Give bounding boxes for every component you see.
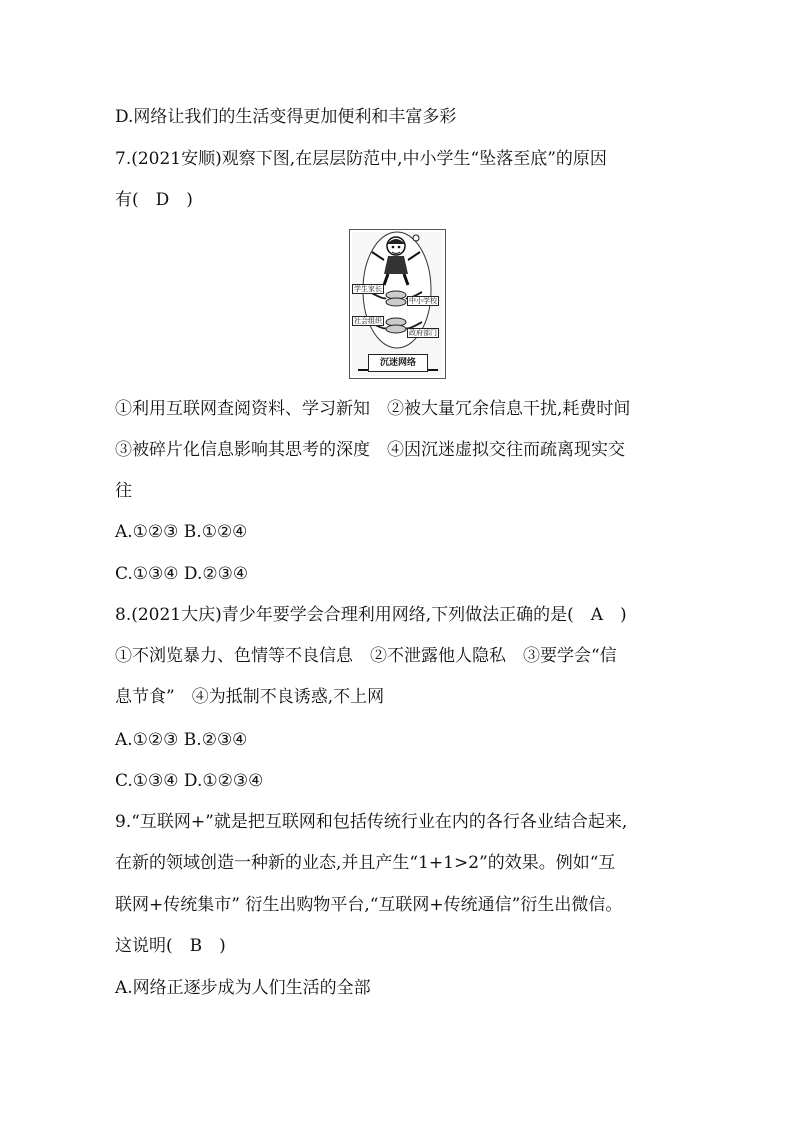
question-9-answer: 这说明( B ) (115, 936, 226, 956)
question-8-options-cd: C.①③④ D.①②③④ (115, 771, 264, 791)
question-9-stem-line-3: 联网+传统集市” 衍生出购物平台,“互联网+传统通信”衍生出微信。 (115, 895, 623, 915)
question-8-stem: 8.(2021大庆)青少年要学会合理利用网络,下列做法正确的是( A ) (115, 605, 627, 625)
question-7-items-line-3: 往 (115, 481, 132, 501)
figure-label-parents: 学生家长 (354, 285, 382, 293)
question-7-options-cd: C.①③④ D.②③④ (115, 564, 249, 584)
figure-label-society: 社会组织 (354, 317, 382, 325)
question-7-options-ab: A.①②③ B.①②④ (115, 522, 248, 542)
question-8-items-line-2: 息节食” ④为抵制不良诱惑,不上网 (115, 687, 385, 707)
question-9-stem-line-1: 9.“互联网+”就是把互联网和包括传统行业在内的各行各业结合起来, (115, 812, 628, 832)
question-9-option-a: A.网络正逐步成为人们生活的全部 (115, 978, 371, 998)
question-7-items-line-2: ③被碎片化信息影响其思考的深度 ④因沉迷虚拟交往而疏离现实交 (115, 440, 625, 460)
option-d-q6: D.网络让我们的生活变得更加便利和丰富多彩 (115, 107, 457, 127)
figure-label-schools: 中小学校 (409, 297, 437, 305)
figure-label-government: 政府部门 (409, 329, 437, 337)
question-7-items-line-1: ①利用互联网查阅资料、学习新知 ②被大量冗余信息干扰,耗费时间 (115, 399, 631, 419)
figure-label-internet-addiction: 沉迷网络 (368, 354, 428, 372)
question-9-stem-line-2: 在新的领域创造一种新的业态,并且产生“1+1>2”的效果。例如“互 (115, 853, 616, 873)
question-8-options-ab: A.①②③ B.②③④ (115, 730, 248, 750)
question-7-answer: 有( D ) (115, 190, 193, 210)
question-8-items-line-1: ①不浏览暴力、色情等不良信息 ②不泄露他人隐私 ③要学会“信 (115, 646, 617, 666)
cartoon-figure (349, 229, 446, 379)
question-7-stem: 7.(2021安顺)观察下图,在层层防范中,中小学生“坠落至底”的原因 (115, 149, 607, 169)
